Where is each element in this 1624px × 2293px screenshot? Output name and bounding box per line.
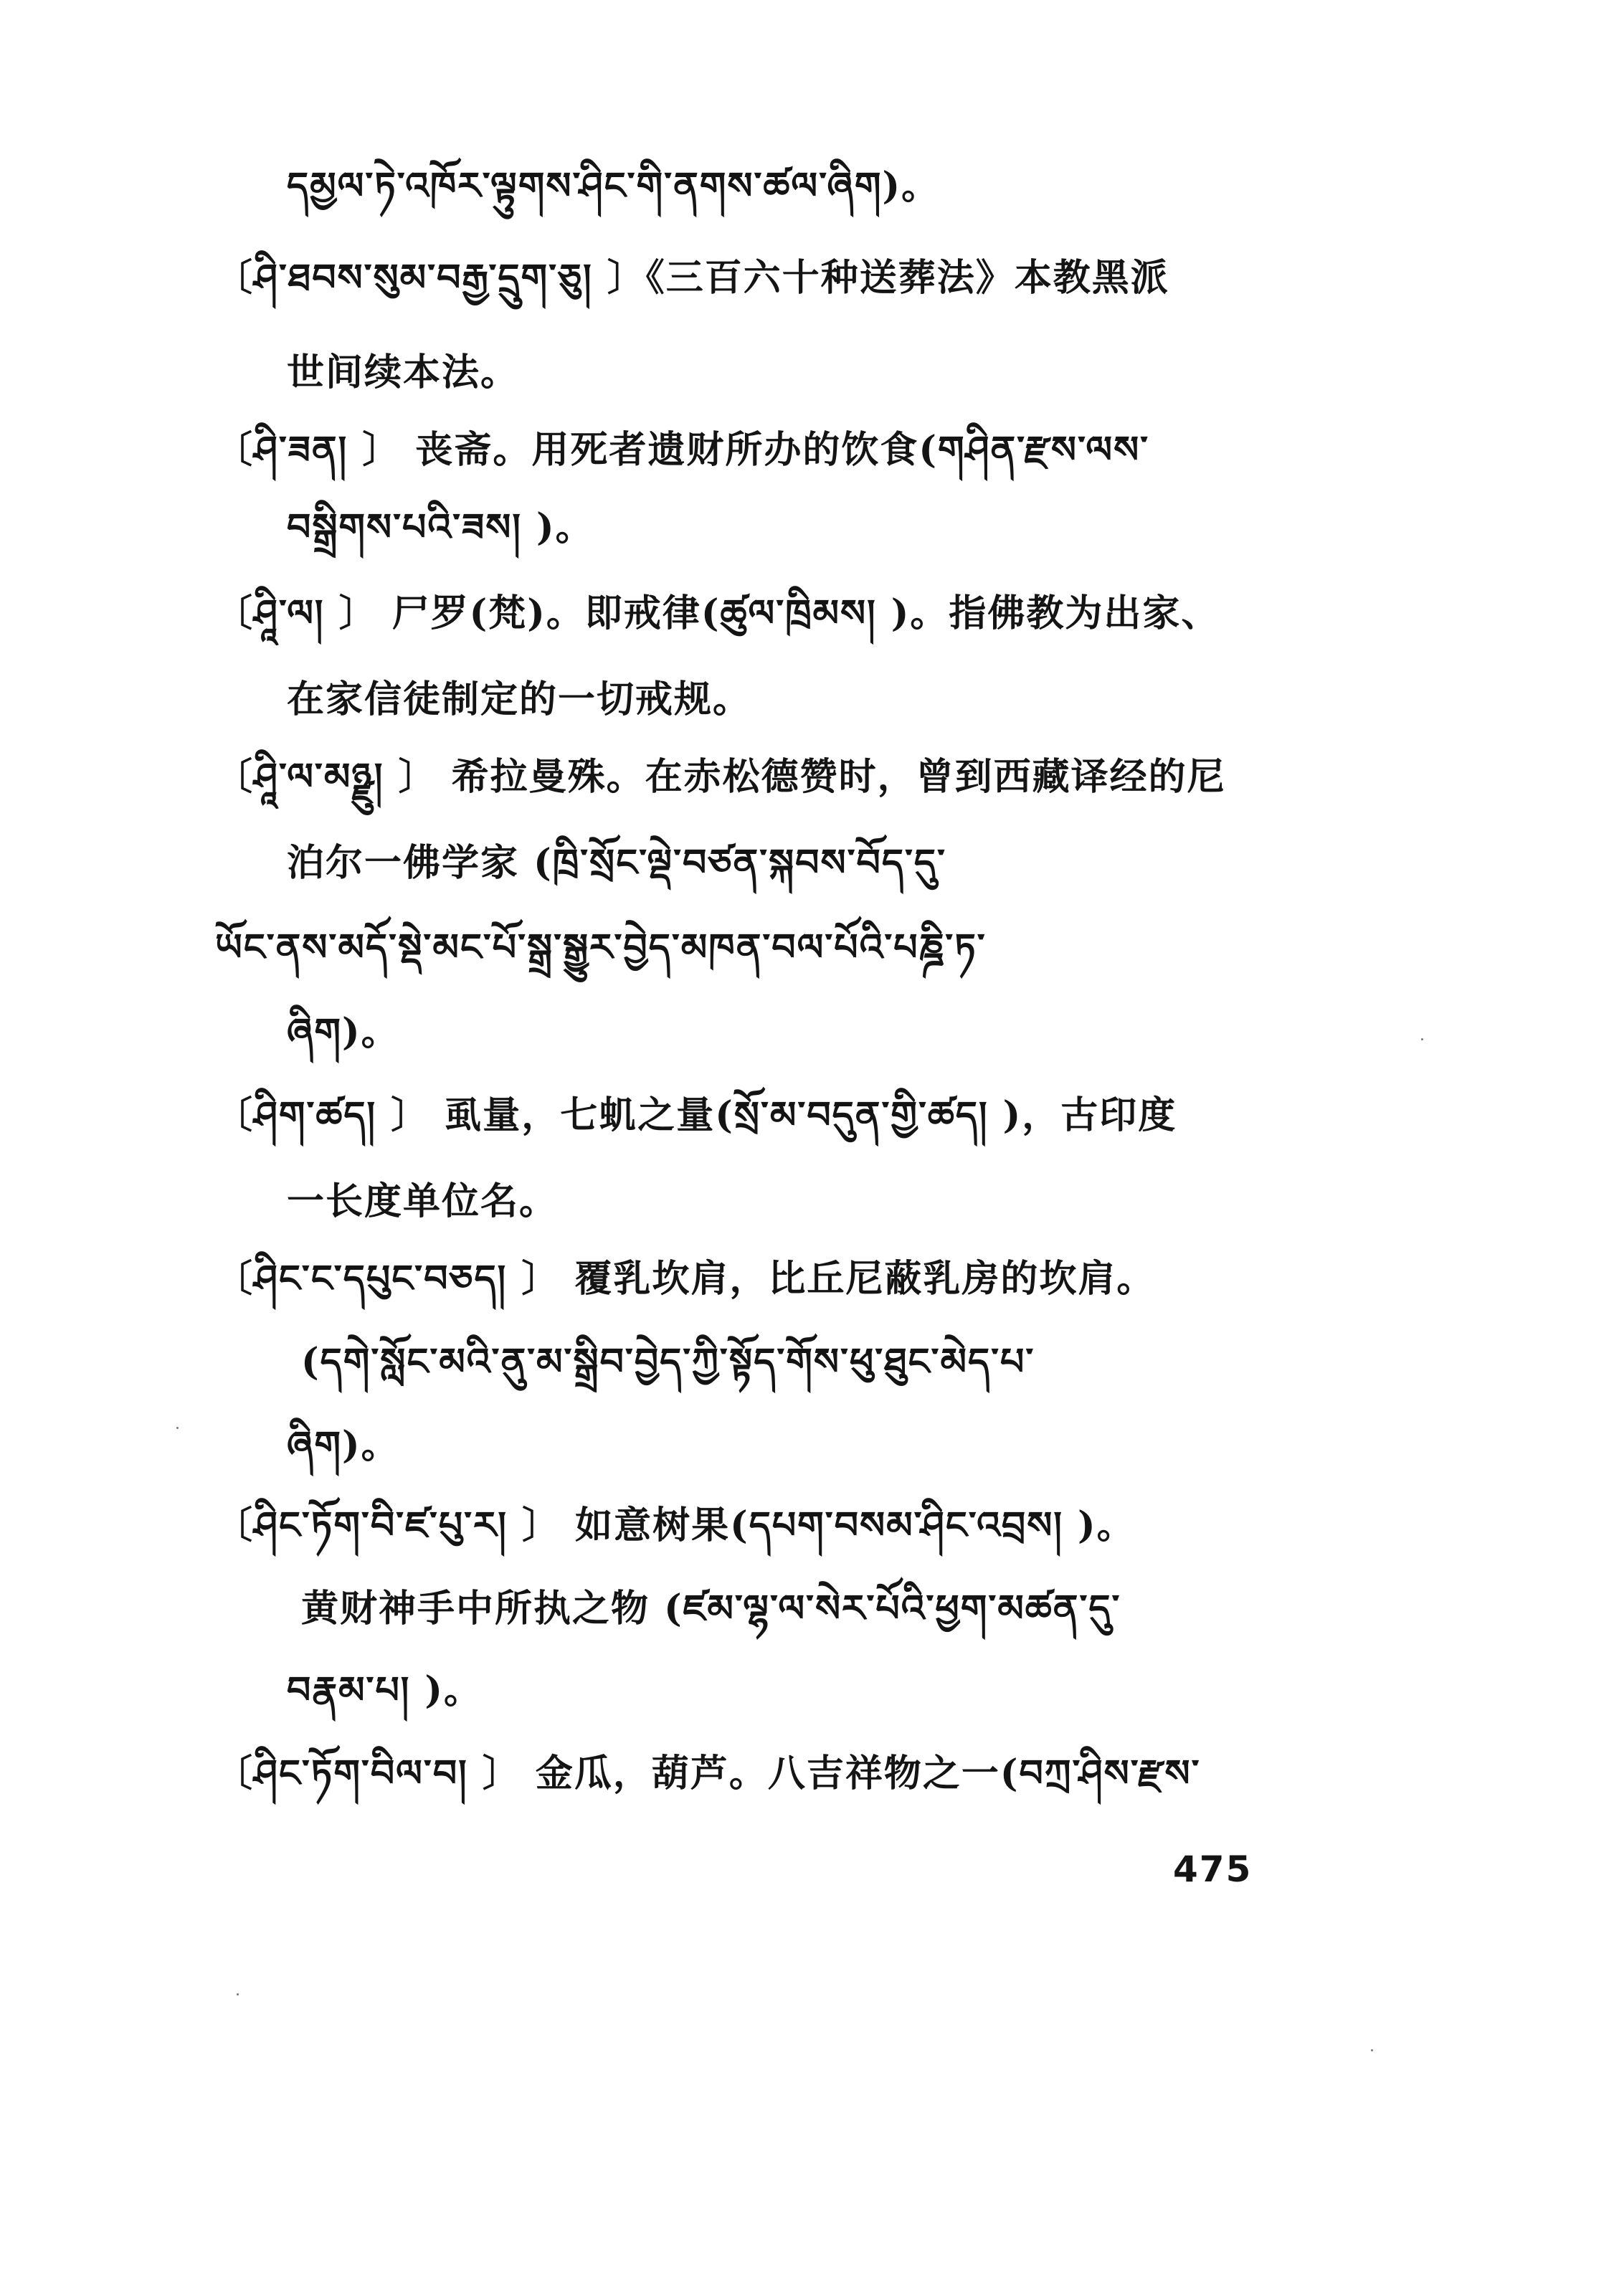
entry-continuation-line: དམྱལ་ཏེ་འཁོར་ལྟུགས་ཤིང་གི་ནགས་ཚལ་ཞིག)。 [287,164,941,208]
dictionary-entry-line: 〔ཤིག་ཚད། 〕 虱量，七虮之量(སྲོ་མ་བདུན་གྱི་ཚད། )，古印度 [215,1093,1177,1137]
entry-continuation-line: ཡོང་ནས་མདོ་སྡེ་མང་པོ་སྒྲ་སྒྱུར་བྱེད་མཁན་བལ་པོའི་པཎྜི་ཏ་ [215,926,987,969]
dictionary-entry-line: 〔ཤིང་ང་དཔུང་བཅད། 〕 覆乳坎肩，比丘尼蔽乳房的坎肩。 [215,1257,1156,1301]
scan-speck [1371,2049,1373,2051]
scan-speck [176,1427,179,1429]
entry-continuation-line: བརྣམ་པ། )。 [287,1668,483,1712]
entry-continuation-line: 世间续本法。 [287,351,520,394]
entry-continuation-line: 在家信徒制定的一切戒规。 [287,678,752,721]
scan-speck [237,1993,239,1995]
dictionary-entry-line: 〔ཤཱི་ལ་མཉྫུ། 〕 希拉曼殊。在赤松德赞时，曾到西藏译经的尼 [215,755,1226,799]
dictionary-entry-line: 〔ཤཱི་ལ། 〕 尸罗(梵)。即戒律(ཚུལ་ཁྲིམས། )。指佛教为出家、 [215,592,1220,635]
entry-continuation-line: བསྒྲིགས་པའི་ཟས། )。 [287,505,594,549]
dictionary-entry-line: 〔ཤིང་ཏོག་བི་ཛ་པུ་ར། 〕 如意树果(དཔག་བསམ་ཤིང་འབྲས། )。 [215,1504,1136,1547]
entry-continuation-line: 一长度单位名。 [287,1179,559,1223]
entry-continuation-line: 泊尔一佛学家 (ཁྲི་སྲོང་ལྡེ་བཙན་སྐབས་བོད་དུ་ [287,841,946,885]
dictionary-entry-line: 〔ཤི་ཐབས་སུམ་བརྒྱ་དྲུག་ཅུ། 〕《三百六十种送葬法》本教黑派 [215,256,1169,300]
dictionary-entry-line: 〔ཤི་ཟན། 〕 丧斋。用死者遗财所办的饮食(གཤིན་རྫས་ལས་ [215,428,1150,472]
entry-continuation-line: ཞིག)。 [287,1423,400,1467]
dictionary-entry-line: 〔ཤིང་ཏོག་བིལ་བ། 〕 金瓜，葫芦。八吉祥物之一(བཀྲ་ཤིས་རྫས་ [215,1752,1201,1795]
page-number: 475 [1173,1848,1253,1890]
entry-continuation-line: ཞིག)。 [287,1010,400,1054]
entry-continuation-line: 黄财神手中所执之物 (ཛམ་ལྷ་ལ་སེར་པོའི་ཕྱག་མཚན་དུ་ [301,1587,1121,1630]
scan-speck [1421,1038,1423,1040]
entry-continuation-line: (དགེ་སློང་མའི་ནུ་མ་སྒྲིབ་བྱེད་ཀྱི་སྟོད་གོས་ཕུ་ཐུང་མེད་པ་ [301,1340,1035,1384]
